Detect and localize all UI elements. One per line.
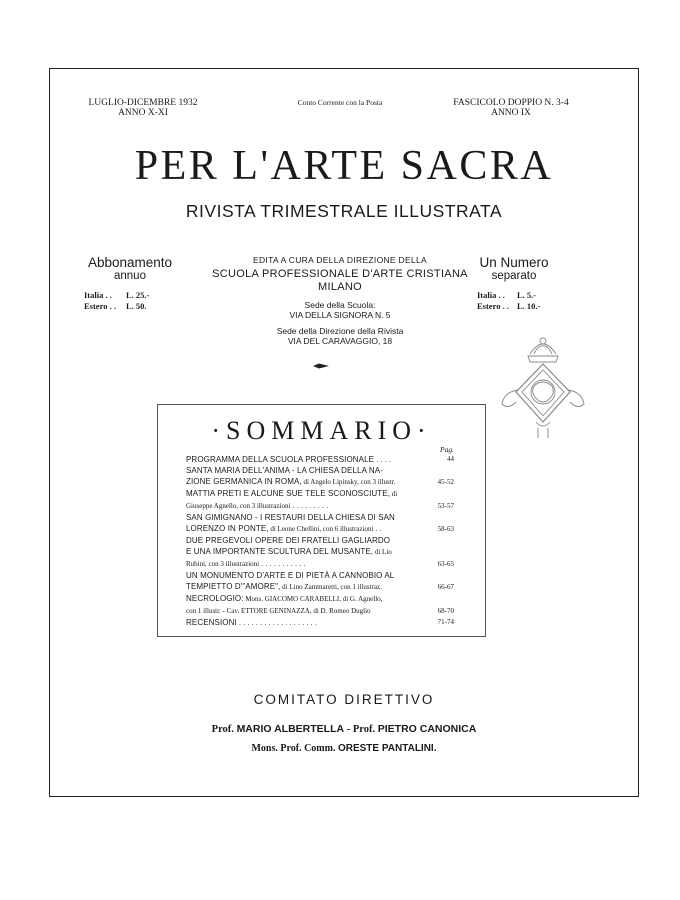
member3-title: Mons. Prof. Comm. [251, 743, 336, 754]
single-issue-subtitle: separato [491, 270, 537, 282]
single-abroad-price: L. 10.- [517, 301, 541, 311]
editorial-seat-address: VIA DEL CARAVAGGIO, 18 [287, 336, 393, 346]
toc-entry: MATTIA PRETI E ALCUNE SUE TELE SCONOSCIUTE, di Giuseppe Agnello, con 3 illustrazioni . . . . . . . . . 53-57 [186, 489, 454, 510]
subscription-abroad-price: L. 50. [126, 301, 147, 311]
member2-name: PIETRO CANONICA [377, 723, 477, 735]
member-separator: - [346, 724, 351, 735]
ornament-arrow-icon [312, 362, 330, 370]
single-issue-block [477, 255, 587, 312]
toc-entry: SAN GIMIGNANO - I RESTAURI DELLA CHIESA DI SAN LORENZO IN PONTE, di Leone Chellini, con 6 illustrazioni . . 58-63 [186, 513, 454, 533]
subscription-abroad-label: Estero . . [84, 301, 116, 311]
toc-entry-pages: 58-63 [437, 525, 454, 533]
single-abroad-label: Estero . . [477, 301, 509, 311]
toc-entry-pages: 71-74 [437, 618, 454, 626]
issue-number-block [436, 98, 586, 118]
toc-entry-pages: 45-52 [437, 478, 454, 486]
toc-list [186, 445, 454, 628]
table-of-contents-box [157, 404, 486, 637]
toc-entry-pages: 53-57 [437, 502, 454, 510]
committee-members-line1 [49, 723, 639, 736]
journal-title: PER L'ARTE SACRA [134, 143, 554, 189]
toc-entry-pages: 44 [447, 455, 454, 463]
member2-title: Prof. [352, 724, 376, 735]
volume-year: ANNO IX [491, 108, 531, 118]
toc-entry: RECENSIONI . . . . . . . . . . . . . . . . . . . 71-74 [186, 618, 454, 627]
subscription-italy-label: Italia . . [84, 290, 112, 300]
member1-title: Prof. [211, 724, 234, 735]
single-italy-price: L. 5.- [517, 290, 537, 300]
postal-account-note: Conto Corrente con la Posta [297, 98, 383, 107]
committee-members-line2 [49, 743, 639, 755]
toc-entry-pages: 66-67 [437, 583, 454, 591]
toc-entry: SANTA MARIA DELL'ANIMA - LA CHIESA DELLA NA- ZIONE GERMANICA IN ROMA, di Angelo Lipinsky, con 3 illustr. 45-52 [186, 466, 454, 486]
single-italy-label: Italia . . [477, 290, 505, 300]
editorial-seat-label: Sede della Direzione della Rivista [276, 326, 404, 336]
subscription-italy-price: L. 25.- [126, 290, 150, 300]
publisher-line1: EDITA A CURA DELLA DIREZIONE DELLA [253, 255, 427, 265]
toc-entry: DUE PREGEVOLI OPERE DEI FRATELLI GAGLIARDO E UNA IMPORTANTE SCULTURA DEL MUSANTE, di Lio Rubini, con 3 illustrazioni . . . . . . . . . . . 63-65 [186, 536, 454, 568]
subscription-title: Abbonamento [87, 255, 173, 270]
publisher-school: SCUOLA PROFESSIONALE D'ARTE CRISTIANA [212, 268, 468, 280]
crowned-monogram-emblem-icon [498, 330, 588, 450]
single-issue-title: Un Numero [479, 255, 549, 270]
sommario-title: ·SOMMARIO· [211, 416, 432, 445]
issue-number: FASCICOLO DOPPIO N. 3-4 [453, 98, 569, 108]
school-seat-address: VIA DELLA SIGNORA N. 5 [289, 310, 391, 320]
subscription-subtitle: annuo [114, 270, 146, 282]
member3-name: ORESTE PANTALINI. [337, 743, 437, 754]
issue-year: ANNO X-XI [118, 108, 168, 118]
school-seat-label: Sede della Scuola: [304, 300, 376, 310]
committee-title: COMITATO DIRETTIVO [253, 692, 435, 707]
publisher-block [190, 255, 490, 346]
issue-date-block [78, 98, 208, 118]
toc-entry-pages: 63-65 [437, 560, 454, 568]
journal-subtitle: RIVISTA TRIMESTRALE ILLUSTRATA [185, 201, 503, 221]
publisher-city: MILANO [318, 281, 362, 293]
page-column-label: Pag. [440, 445, 454, 454]
toc-entry: PROGRAMMA DELLA SCUOLA PROFESSIONALE . . . . 44 [186, 455, 454, 464]
subscription-block [84, 255, 194, 312]
member1-name: MARIO ALBERTELLA [236, 723, 345, 735]
issue-date: LUGLIO-DICEMBRE 1932 [88, 98, 198, 108]
toc-entry: UN MONUMENTO D'ARTE E DI PIETÀ A CANNOBIO AL TEMPIETTO D'"AMORE", di Lino Zammaretti, con 1 illustraz. 66-67 [186, 571, 454, 591]
toc-entry: NECROLOGIO: Mons. GIACOMO CARABELLI, di G. Agnello, con 1 illustr. - Cav. ETTORE GENINAZZA, di D. Romeo Duglio 68-70 [186, 594, 454, 615]
toc-entry-pages: 68-70 [437, 607, 454, 615]
